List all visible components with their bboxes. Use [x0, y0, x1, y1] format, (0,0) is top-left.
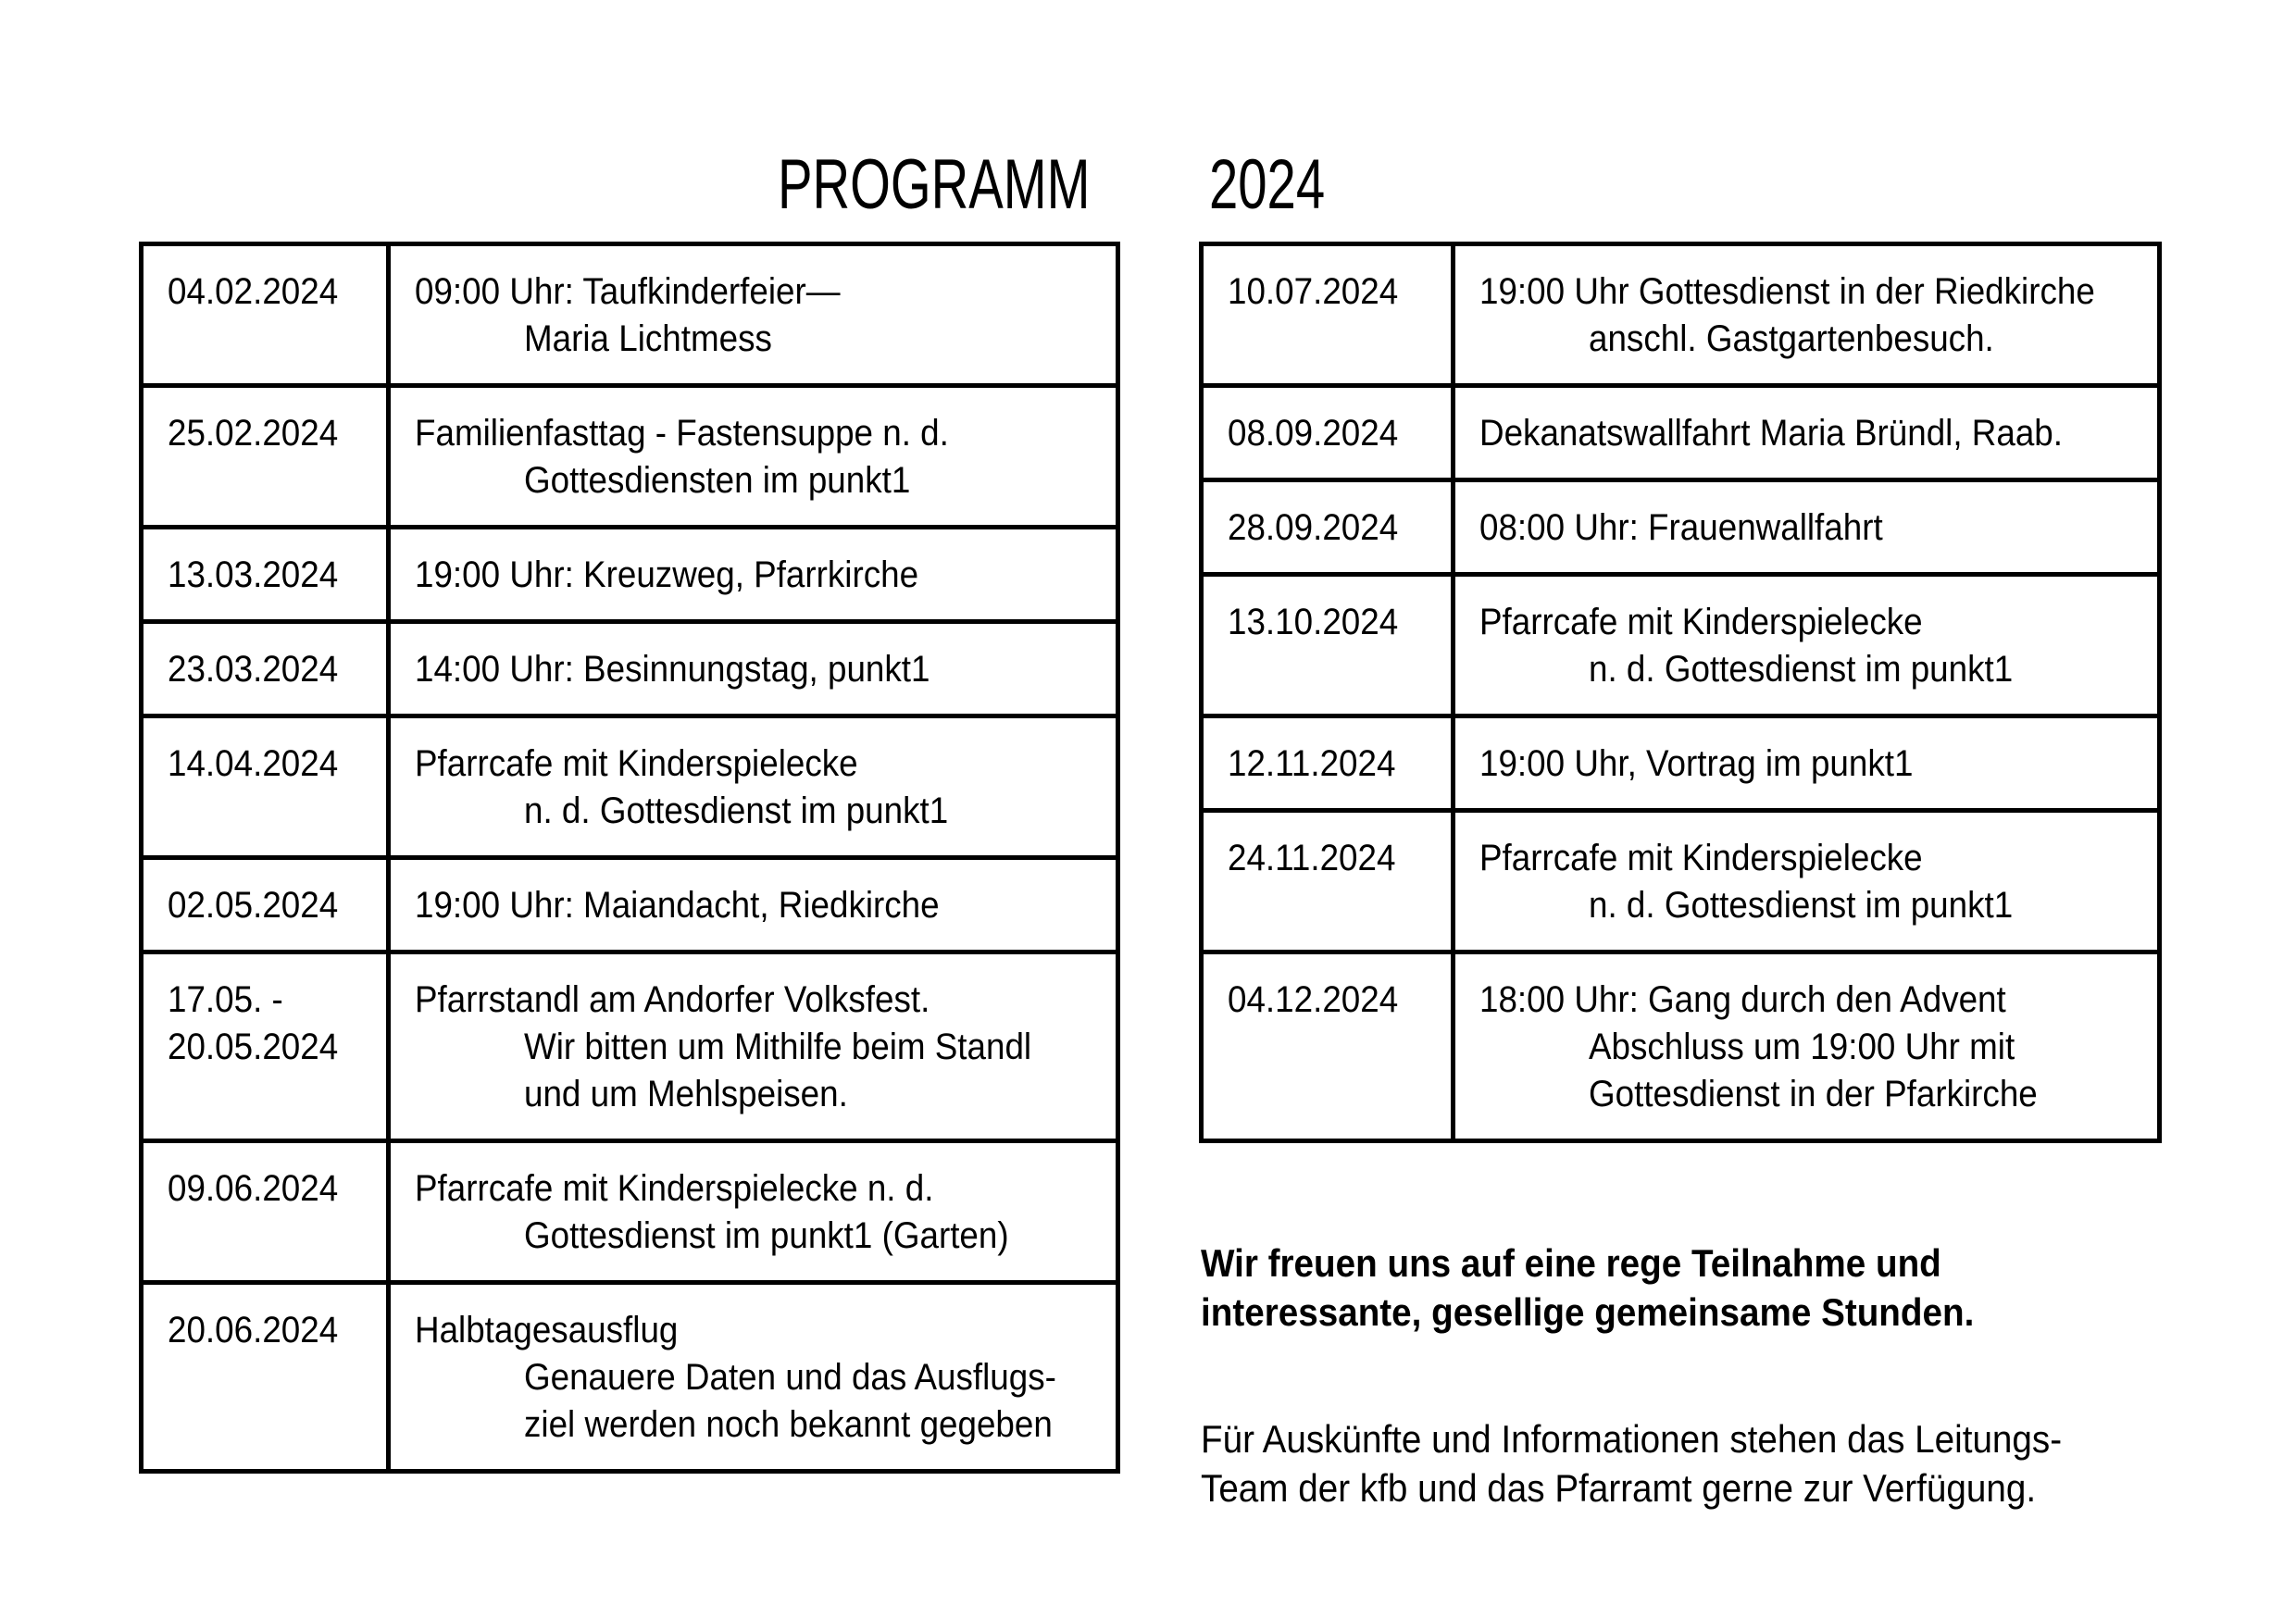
- table-row: [142, 244, 1118, 386]
- event-line: n. d. Gottesdienst im punkt1: [1589, 885, 2014, 926]
- event-line: Pfarrcafe mit Kinderspielecke: [1479, 602, 1923, 642]
- table-row: [1202, 244, 2160, 386]
- table-row: [1202, 952, 2160, 1141]
- table-row: [142, 386, 1118, 528]
- program-table-right: [1199, 242, 2162, 1143]
- date-cell: [142, 1141, 389, 1283]
- event-cell: [389, 952, 1118, 1141]
- event-line: und um Mehlspeisen.: [524, 1074, 848, 1114]
- date-cell: [142, 716, 389, 858]
- event-line: ziel werden noch bekannt gegeben: [524, 1404, 1053, 1445]
- date-cell: [1202, 575, 1454, 716]
- table-row: [142, 1283, 1118, 1472]
- event-line: 09:00 Uhr: Taufkinderfeier—: [415, 271, 841, 312]
- closing-info-line: Team der kfb und das Pfarramt gerne zur Verfügung.: [1201, 1466, 2037, 1510]
- date-cell: [1202, 716, 1454, 811]
- event-cell: [1454, 716, 2160, 811]
- date-line: 17.05. -: [168, 979, 283, 1020]
- page-title-year: 2024: [1209, 145, 1326, 224]
- table-row: [142, 858, 1118, 952]
- date-line: 13.10.2024: [1228, 602, 1399, 642]
- program-table-left: [139, 242, 1120, 1474]
- table-row: [142, 622, 1118, 716]
- table-row: [142, 716, 1118, 858]
- date-line: 25.02.2024: [168, 413, 339, 454]
- event-line: 19:00 Uhr: Kreuzweg, Pfarrkirche: [415, 554, 919, 595]
- date-cell: [142, 1283, 389, 1472]
- date-cell: [142, 244, 389, 386]
- table-row: [1202, 716, 2160, 811]
- page-title-programm: PROGRAMM: [778, 145, 1091, 224]
- event-line: 14:00 Uhr: Besinnungstag, punkt1: [415, 649, 930, 690]
- table-row: [142, 1141, 1118, 1283]
- event-cell: [1454, 244, 2160, 386]
- closing-bold-text: [1201, 1238, 2041, 1337]
- date-line: 20.05.2024: [168, 1027, 339, 1067]
- date-cell: [1202, 811, 1454, 952]
- event-line: 08:00 Uhr: Frauenwallfahrt: [1479, 507, 1883, 548]
- event-line: Pfarrcafe mit Kinderspielecke: [1479, 838, 1923, 878]
- event-line: Genauere Daten und das Ausflugs-: [524, 1357, 1056, 1398]
- event-line: n. d. Gottesdienst im punkt1: [1589, 649, 2014, 690]
- event-line: Abschluss um 19:00 Uhr mit: [1589, 1027, 2015, 1067]
- event-cell: [389, 1283, 1118, 1472]
- event-line: n. d. Gottesdienst im punkt1: [524, 790, 949, 831]
- event-line: Familienfasttag - Fastensuppe n. d.: [415, 413, 949, 454]
- closing-info-text: [1201, 1414, 2137, 1512]
- table-row: [1202, 386, 2160, 480]
- date-cell: [1202, 480, 1454, 575]
- date-line: 23.03.2024: [168, 649, 339, 690]
- date-cell: [142, 622, 389, 716]
- date-line: 10.07.2024: [1228, 271, 1399, 312]
- table-row: [142, 528, 1118, 622]
- event-line: Maria Lichtmess: [524, 318, 772, 359]
- date-line: 04.12.2024: [1228, 979, 1399, 1020]
- date-line: 02.05.2024: [168, 885, 339, 926]
- event-cell: [389, 528, 1118, 622]
- date-line: 12.11.2024: [1228, 743, 1396, 784]
- event-line: Dekanatswallfahrt Maria Bründl, Raab.: [1479, 413, 2063, 454]
- event-line: Pfarrcafe mit Kinderspielecke: [415, 743, 858, 784]
- date-cell: [1202, 386, 1454, 480]
- event-cell: [1454, 811, 2160, 952]
- event-line: Gottesdienst im punkt1 (Garten): [524, 1215, 1009, 1256]
- date-line: 28.09.2024: [1228, 507, 1399, 548]
- event-line: 18:00 Uhr: Gang durch den Advent: [1479, 979, 2006, 1020]
- table-row: [1202, 811, 2160, 952]
- event-cell: [389, 386, 1118, 528]
- date-cell: [142, 952, 389, 1141]
- closing-info-line: Für Auskünfte und Informationen stehen das Leitungs-: [1201, 1417, 2063, 1461]
- closing-bold-line: interessante, gesellige gemeinsame Stunden.: [1201, 1290, 1975, 1334]
- event-cell: [1454, 952, 2160, 1141]
- event-line: anschl. Gastgartenbesuch.: [1589, 318, 1994, 359]
- event-cell: [389, 1141, 1118, 1283]
- date-cell: [142, 858, 389, 952]
- date-line: 04.02.2024: [168, 271, 339, 312]
- date-line: 13.03.2024: [168, 554, 339, 595]
- date-line: 24.11.2024: [1228, 838, 1396, 878]
- date-cell: [1202, 952, 1454, 1141]
- event-cell: [1454, 575, 2160, 716]
- event-line: Wir bitten um Mithilfe beim Standl: [524, 1027, 1032, 1067]
- closing-bold-line: Wir freuen uns auf eine rege Teilnahme und: [1201, 1241, 1941, 1285]
- table-row: [1202, 575, 2160, 716]
- date-line: 20.06.2024: [168, 1310, 339, 1350]
- event-line: Pfarrcafe mit Kinderspielecke n. d.: [415, 1168, 934, 1209]
- event-line: 19:00 Uhr: Maiandacht, Riedkirche: [415, 885, 940, 926]
- event-line: Gottesdiensten im punkt1: [524, 460, 911, 501]
- table-row: [1202, 480, 2160, 575]
- table-row: [142, 952, 1118, 1141]
- event-line: Gottesdienst in der Pfarkirche: [1589, 1074, 2038, 1114]
- event-cell: [389, 622, 1118, 716]
- date-cell: [142, 386, 389, 528]
- event-line: Halbtagesausflug: [415, 1310, 679, 1350]
- event-cell: [1454, 480, 2160, 575]
- date-line: 14.04.2024: [168, 743, 339, 784]
- date-line: 09.06.2024: [168, 1168, 339, 1209]
- event-cell: [389, 244, 1118, 386]
- date-cell: [142, 528, 389, 622]
- event-cell: [1454, 386, 2160, 480]
- date-cell: [1202, 244, 1454, 386]
- event-line: 19:00 Uhr Gottesdienst in der Riedkirche: [1479, 271, 2095, 312]
- event-line: 19:00 Uhr, Vortrag im punkt1: [1479, 743, 1914, 784]
- event-cell: [389, 858, 1118, 952]
- date-line: 08.09.2024: [1228, 413, 1399, 454]
- event-line: Pfarrstandl am Andorfer Volksfest.: [415, 979, 930, 1020]
- event-cell: [389, 716, 1118, 858]
